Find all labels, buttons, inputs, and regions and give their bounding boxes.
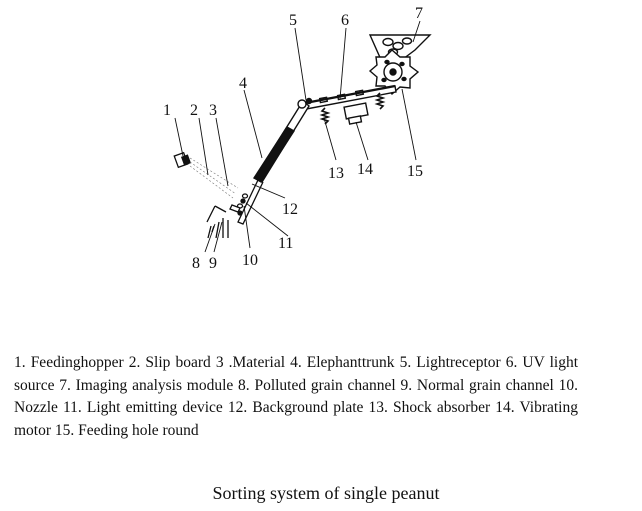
elephant-trunk-drawing	[254, 99, 312, 183]
figure-caption: Sorting system of single peanut	[212, 483, 440, 503]
callout-10: 10	[242, 252, 258, 269]
callout-14: 14	[357, 161, 373, 178]
callout-15: 15	[407, 163, 423, 180]
callout-11: 11	[278, 235, 294, 252]
vibrating-chute-drawing	[300, 86, 396, 124]
callout-2: 2	[190, 102, 198, 119]
callout-5: 5	[289, 12, 297, 29]
callout-3: 3	[209, 102, 217, 119]
callout-4: 4	[239, 75, 247, 92]
callout-13: 13	[328, 165, 344, 182]
figure-legend: 1. Feedinghopper 2. Slip board 3 .Material 4. Elephanttrunk 5. Lightreceptor 6. UV light source 7. Imaging analysis module 8. Polluted grain channel 9. Normal grain channel 10. Nozzle 11. Light emitting device 12. Background plate 13. Shock absorber 14. Vibrating motor 15. Feeding hole round	[14, 354, 578, 439]
callout-8: 8	[192, 255, 200, 272]
callout-7: 7	[415, 5, 423, 22]
callout-9: 9	[209, 255, 217, 272]
light-emitting-device-drawing	[174, 153, 238, 198]
sorting-zone-drawing	[207, 180, 263, 238]
callout-6: 6	[341, 12, 349, 29]
callout-1: 1	[163, 102, 171, 119]
callout-12: 12	[282, 201, 298, 218]
